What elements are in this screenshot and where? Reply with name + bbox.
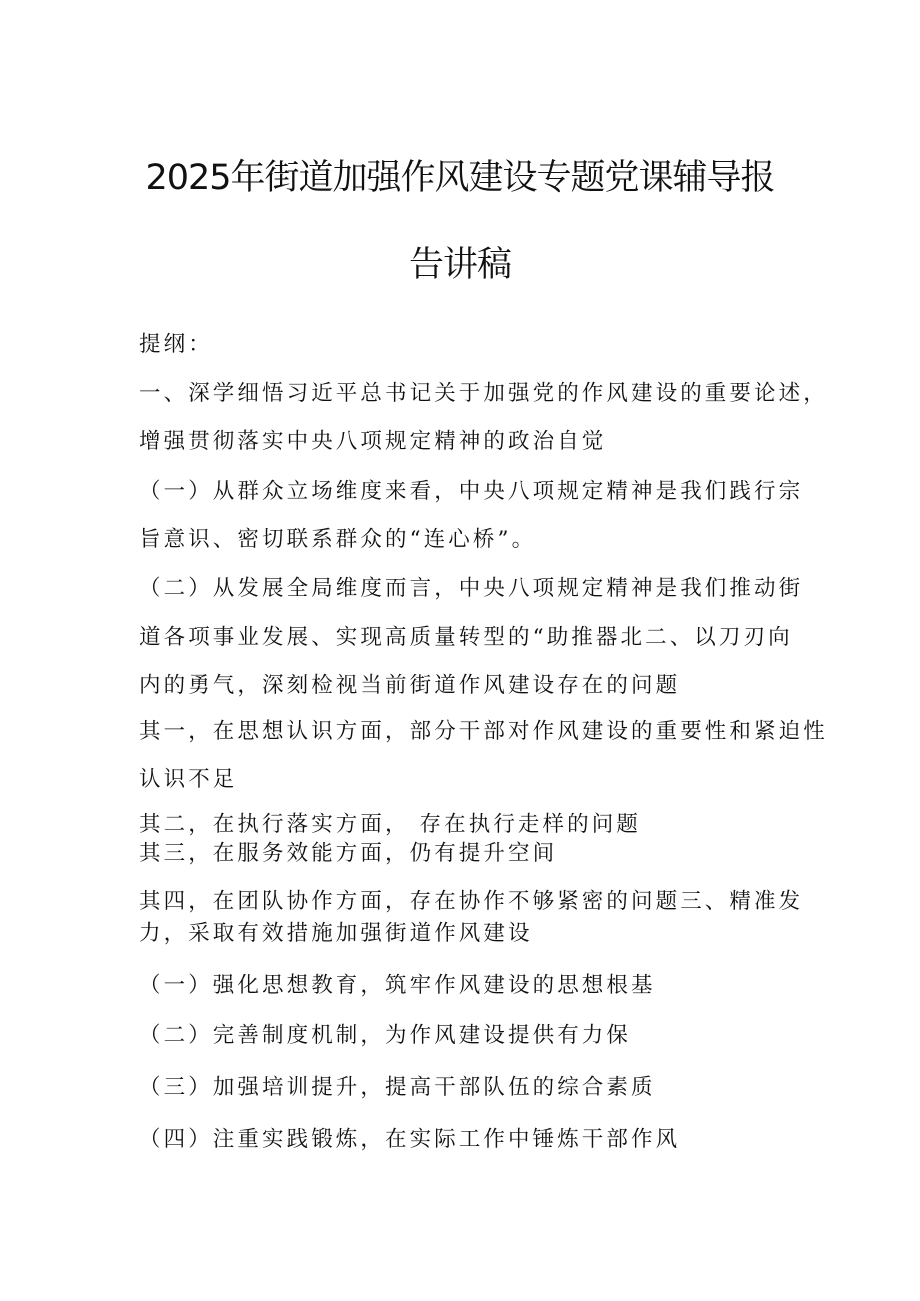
point-two: 其二，在执行落实方面， 存在执行走样的问题	[139, 812, 641, 837]
section-three-item-2: （二）完善制度机制，为作风建设提供有力保	[139, 1023, 632, 1048]
section-one-item-2-cont: 道各项事业发展、实现高质量转型的“助推器北二、以刀刃向	[139, 625, 793, 650]
section-two-heading: 内的勇气，深刻检视当前街道作风建设存在的问题	[139, 673, 681, 698]
section-three-item-4: （四）注重实践锻炼，在实际工作中锤炼干部作风	[139, 1127, 681, 1152]
section-three-item-1: （一）强化思想教育，筑牢作风建设的思想根基	[139, 973, 656, 998]
point-four: 其四，在团队协作方面，存在协作不够紧密的问题三、精准发	[139, 889, 804, 914]
point-three: 其三，在服务效能方面，仍有提升空间	[139, 841, 558, 866]
document-title-line-2: 告讲稿	[408, 245, 511, 285]
outline-heading: 提纲：	[139, 332, 213, 357]
section-one-heading-cont: 增强贯彻落实中央八项规定精神的政治自觉	[139, 429, 607, 454]
section-three-item-3: （三）加强培训提升，提高干部队伍的综合素质	[139, 1075, 656, 1100]
section-one-item-1: （一）从群众立场维度来看，中央八项规定精神是我们践行宗	[139, 479, 804, 504]
point-one-cont: 认识不足	[139, 767, 238, 792]
section-one-item-1-cont: 旨意识、密切联系群众的“连心桥”。	[139, 527, 537, 552]
point-four-cont: 力，采取有效措施加强街道作风建设	[139, 921, 533, 946]
document-title-line-1: 2025年街道加强作风建设专题党课辅导报	[145, 158, 775, 198]
point-one: 其一，在思想认识方面，部分干部对作风建设的重要性和紧迫性	[139, 719, 828, 744]
section-one-item-2: （二）从发展全局维度而言，中央八项规定精神是我们推动街	[139, 576, 804, 601]
section-one-heading: 一、深学细悟习近平总书记关于加强党的作风建设的重要论述，	[139, 381, 828, 406]
